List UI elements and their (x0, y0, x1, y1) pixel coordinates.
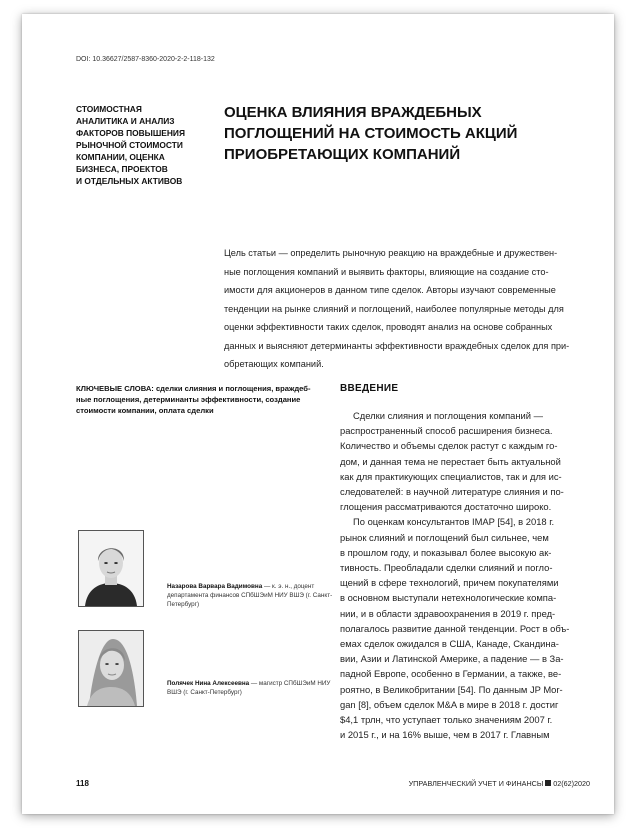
author-info-polyachek (167, 679, 347, 697)
author-photo-nazarova (78, 530, 144, 607)
body-line: как для практикующих специалистов, так и для ис- (340, 470, 562, 482)
abstract-line: данных и выясняют детерминанты эффективности враждебных сделок для при- (224, 340, 570, 351)
body-line: полагалось развитие данной тенденции. Рост в объ- (340, 622, 570, 634)
author-desc: ВШЭ (г. Санкт-Петербург) (167, 689, 242, 696)
body-line: в прошлом году, и показывал более высокую ак- (340, 546, 552, 558)
body-line: дом, и данная тема не перестает быть актуальной (340, 455, 561, 467)
abstract-line: обретающих компаний. (224, 359, 324, 369)
body-line: следователей: в научной литературе слияния и по- (340, 486, 564, 498)
rubric (76, 103, 196, 187)
rubric-line: КОМПАНИИ, ОЦЕНКА (76, 152, 165, 162)
square-bullet-icon (545, 780, 551, 786)
body-line: gan [8], объем сделок M&A в мире в 2018 г. достиг (340, 698, 559, 710)
body-line: щений в сфере технологий, причем покупателями (340, 577, 559, 589)
rubric-line: ФАКТОРОВ ПОВЫШЕНИЯ (76, 128, 185, 138)
title-line: ПРИОБРЕТАЮЩИХ КОМПАНИЙ (224, 146, 461, 163)
rubric-line: И ОТДЕЛЬНЫХ АКТИВОВ (76, 176, 183, 186)
journal-name: УПРАВЛЕНЧЕСКИЙ УЧЕТ И ФИНАНСЫ (408, 779, 544, 788)
body-line: $4,1 трлн, что уступает только значениям 2007 г. (340, 714, 553, 726)
body-line: глощения рассматриваются достаточно широко. (340, 501, 552, 513)
author-desc: департамента финансов СПбШЭиМ НИУ ВШЭ (г. Санкт- (167, 592, 333, 599)
body-line: падной Европе, особенно в Германии, а также, ве- (340, 668, 562, 680)
author-photo-polyachek (78, 630, 144, 707)
body-line: в основном выступали нетехнологические компа- (340, 592, 557, 604)
body-line: рынок слияний и поглощений был сильнее, чем (340, 531, 549, 543)
abstract (224, 244, 596, 374)
author-name: Назарова Варвара Вадимовна (167, 583, 263, 590)
abstract-line: имости для акционеров в данном типе сделок. Авторы изучают современные (224, 285, 556, 295)
portrait-image (79, 631, 143, 706)
abstract-line: Цель статьи — определить рыночную реакцию на враждебные и дружествен- (224, 248, 558, 258)
body-line: и 2015 г., и на 16% выше, чем в 2017 г. Главным (340, 729, 550, 741)
author-info-nazarova (167, 582, 347, 609)
rubric-line: РЫНОЧНОЙ СТОИМОСТИ (76, 140, 183, 150)
abstract-line: ные поглощения компаний и выявить факторы, влияющие на создание сто- (224, 266, 549, 277)
body-line: распространенный способ расширения бизнеса. (340, 425, 553, 437)
abstract-line: оценки эффективности таких сделок, проводят анализ на основе собранных (224, 322, 553, 332)
body-line: вии, Азии и Латинской Америке, а падение — в За- (340, 653, 564, 665)
author-desc: — магистр СПбШЭиМ НИУ (249, 680, 331, 687)
body-line: тивность. Преобладали сделки слияний и погло- (340, 562, 553, 574)
rubric-line: БИЗНЕСА, ПРОЕКТОВ (76, 164, 168, 174)
keywords (76, 383, 316, 416)
author-name: Полячек Нина Алексеевна (167, 680, 250, 687)
body-line: Количество и объемы сделок растут с каждым го- (340, 440, 558, 452)
abstract-line: тенденции на рынке слияний и поглощений, наиболее популярные методы для (224, 303, 564, 314)
portrait-image (79, 531, 143, 606)
article-title (224, 102, 584, 165)
author-desc: Петербург) (167, 601, 200, 608)
keywords-line: КЛЮЧЕВЫЕ СЛОВА: сделки слияния и поглощения, враждеб- (76, 384, 311, 393)
doi: DOI: 10.36627/2587-8360-2020-2-2-118-132 (76, 56, 215, 63)
keywords-line: стоимости компании, оплата сделки (76, 406, 214, 415)
rubric-line: АНАЛИТИКА И АНАЛИЗ (76, 116, 175, 126)
body-line: роятно, в Великобритании [54]. По данным JP Mor- (340, 683, 563, 695)
page-number: 118 (76, 779, 89, 788)
body-line: Сделки слияния и поглощения компаний — (340, 410, 543, 421)
journal-issue: 02(62)2020 (553, 779, 590, 788)
section-heading-introduction: ВВЕДЕНИЕ (340, 383, 399, 394)
title-line: ОЦЕНКА ВЛИЯНИЯ ВРАЖДЕБНЫХ (224, 104, 482, 121)
rubric-line: СТОИМОСТНАЯ (76, 104, 142, 114)
keywords-line: ные поглощения, детерминанты эффективности, создание (76, 395, 301, 404)
body-line: По оценкам консультантов IMAP [54], в 2018 г. (340, 516, 555, 528)
introduction-text (340, 408, 600, 742)
journal-footer (409, 779, 590, 788)
journal-page (22, 14, 614, 814)
body-line: емах сделок ожидался в США, Канаде, Скандина- (340, 638, 559, 650)
author-desc: — к. э. н., доцент (262, 583, 315, 590)
body-line: нии, и в области здравоохранения в 2019 г. пред- (340, 607, 556, 619)
title-line: ПОГЛОЩЕНИЙ НА СТОИМОСТЬ АКЦИЙ (224, 125, 518, 142)
